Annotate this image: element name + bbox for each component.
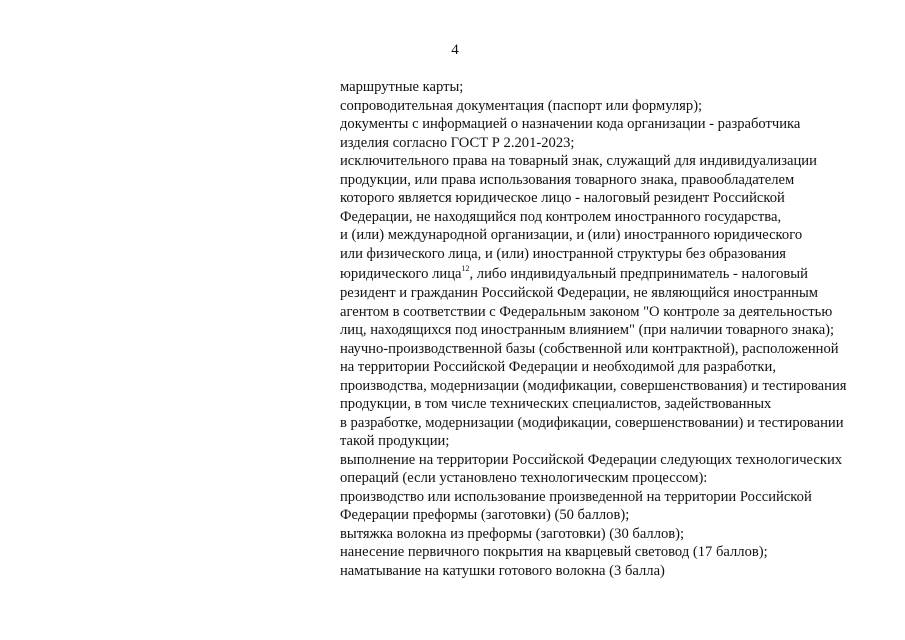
text-line: или физического лица, и (или) иностранной структуры без образования <box>340 245 786 262</box>
text-line: маршрутные карты; <box>340 79 464 95</box>
text-line: Федерации, не находящийся под контролем иностранного государства, <box>340 208 782 225</box>
text-line: такой продукции; <box>340 433 450 449</box>
text-line: наматывание на катушки готового волокна (3 балла) <box>340 562 665 579</box>
text-line: в разработке, модернизации (модификации, совершенствовании) и тестировании <box>340 414 844 431</box>
text-line: выполнение на территории Российской Федерации следующих технологических <box>340 451 843 468</box>
text-line: которого является юридическое лицо - налоговый резидент Российской <box>340 190 785 206</box>
text-line: продукции, в том числе технических специалистов, задействованных <box>340 396 772 412</box>
text-line: сопроводительная документация (паспорт или формуляр); <box>340 97 703 114</box>
text-fragment: юридического лица <box>340 266 462 282</box>
text-line: вытяжка волокна из преформы (заготовки) (30 баллов); <box>340 525 685 542</box>
text-line: лиц, находящихся под иностранным влиянием" (при наличии товарного знака); <box>340 322 835 338</box>
text-line: продукции, или права использования товарного знака, правообладателем <box>340 171 795 188</box>
text-fragment: , либо индивидуальный предприниматель - налоговый <box>469 266 808 282</box>
text-line: нанесение первичного покрытия на кварцевый световод (17 баллов); <box>340 544 768 560</box>
page-number: 4 <box>451 42 459 58</box>
text-line: агентом в соответствии с Федеральным законом "О контроле за деятельностью <box>340 303 833 320</box>
text-line: производство или использование произведенной на территории Российской <box>340 488 812 505</box>
text-line: операций (если установлено технологическим процессом): <box>340 470 708 486</box>
text-line: Федерации преформы (заготовки) (50 баллов); <box>340 507 630 523</box>
text-line: на территории Российской Федерации и необходимой для разработки, <box>340 359 776 375</box>
text-line: резидент и гражданин Российской Федерации, не являющийся иностранным <box>340 285 819 301</box>
text-line-with-footnote <box>340 263 870 284</box>
text-line: изделия согласно ГОСТ Р 2.201-2023; <box>340 134 575 151</box>
document-body <box>340 78 870 580</box>
text-line: документы с информацией о назначении кода организации - разработчика <box>340 116 801 132</box>
text-line: исключительного права на товарный знак, служащий для индивидуализации <box>340 153 817 169</box>
text-line: и (или) международной организации, и (или) иностранного юридического <box>340 227 803 243</box>
footnote-reference[interactable]: 12 <box>461 264 470 273</box>
text-line: научно-производственной базы (собственной или контрактной), расположенной <box>340 340 839 357</box>
text-line: производства, модернизации (модификации, совершенствования) и тестирования <box>340 377 847 394</box>
